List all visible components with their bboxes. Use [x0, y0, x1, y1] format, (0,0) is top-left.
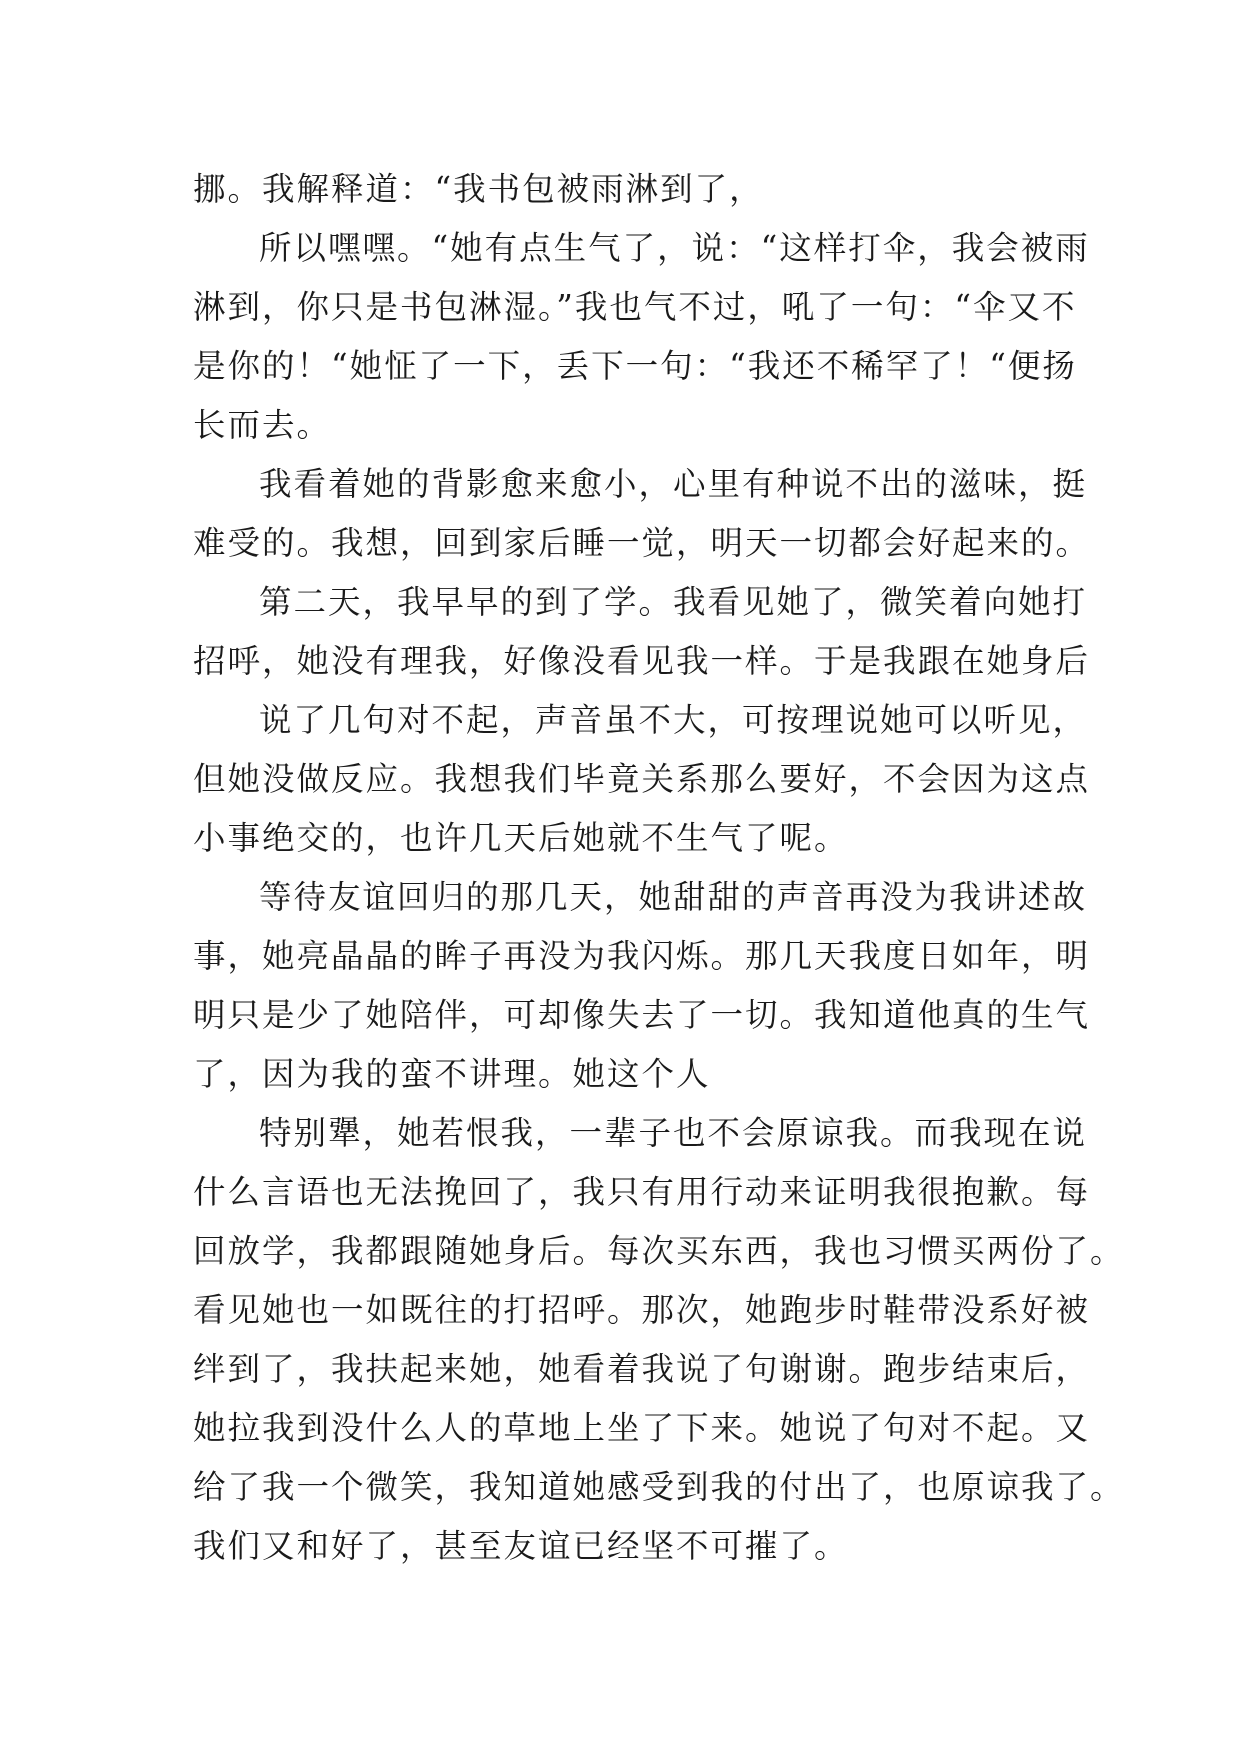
text-line: 挪。我解释道：“我书包被雨淋到了，: [193, 170, 764, 208]
text-line: 了，因为我的蛮不讲理。她这个人: [193, 1055, 711, 1093]
text-line: 特别犟，她若恨我，一辈子也不会原谅我。而我现在说: [259, 1114, 1088, 1152]
text-line: 给了我一个微笑，我知道她感受到我的付出了，也原谅我了。: [193, 1468, 1125, 1506]
text-line: 看见她也一如既往的打招呼。那次，她跑步时鞋带没系好被: [193, 1291, 1091, 1329]
text-line: 难受的。我想，回到家后睡一觉，明天一切都会好起来的。: [193, 524, 1091, 562]
document-body: [193, 160, 1125, 1576]
text-line: 我看着她的背影愈来愈小，心里有种说不出的滋味，挺: [259, 465, 1088, 503]
text-line: 长而去。: [193, 406, 332, 444]
text-line: 说了几句对不起，声音虽不大，可按理说她可以听见，: [259, 701, 1088, 739]
text-line: 绊到了，我扶起来她，她看着我说了句谢谢。跑步结束后，: [193, 1350, 1091, 1388]
text-line: 所以嘿嘿。“她有点生气了，说：“这样打伞，我会被雨: [259, 229, 1090, 267]
text-line: 小事绝交的，也许几天后她就不生气了呢。: [193, 819, 849, 857]
text-line: 淋到，你只是书包淋湿。”我也气不过，吼了一句：“伞又不: [193, 288, 1077, 326]
text-line: 明只是少了她陪伴，可却像失去了一切。我知道他真的生气: [193, 996, 1091, 1034]
text-line: 但她没做反应。我想我们毕竟关系那么要好，不会因为这点: [193, 760, 1091, 798]
text-line: 等待友谊回归的那几天，她甜甜的声音再没为我讲述故: [259, 878, 1088, 916]
text-line: 什么言语也无法挽回了，我只有用行动来证明我很抱歉。每: [193, 1173, 1091, 1211]
text-line: 她拉我到没什么人的草地上坐了下来。她说了句对不起。又: [193, 1409, 1091, 1447]
text-line: 是你的！“她怔了一下，丢下一句：“我还不稀罕了！“便扬: [193, 347, 1077, 385]
text-line: 事，她亮晶晶的眸子再没为我闪烁。那几天我度日如年，明: [193, 937, 1091, 975]
text-line: 第二天，我早早的到了学。我看见她了，微笑着向她打: [259, 583, 1088, 621]
text-line: 招呼，她没有理我，好像没看见我一样。于是我跟在她身后: [193, 642, 1091, 680]
text-line: 我们又和好了，甚至友谊已经坚不可摧了。: [193, 1527, 849, 1565]
text-line: 回放学，我都跟随她身后。每次买东西，我也习惯买两份了。: [193, 1232, 1125, 1270]
